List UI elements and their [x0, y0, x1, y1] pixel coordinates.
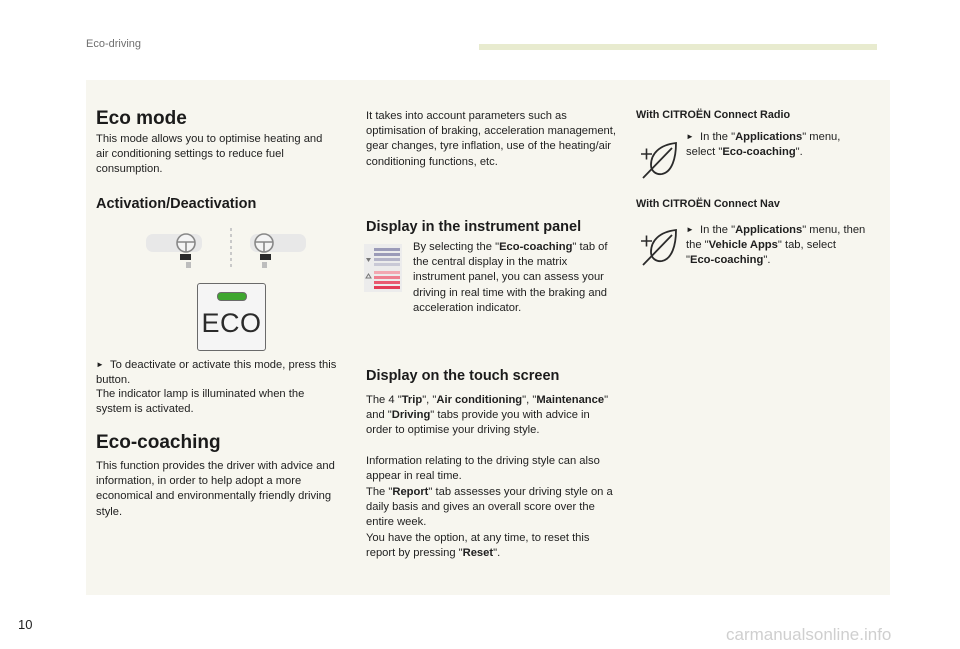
- text-part: " menu, select ": [686, 131, 841, 159]
- eco-button-label: ECO: [201, 308, 262, 338]
- eco-mode-intro: This mode allows you to optimise heating and air conditioning settings to reduce fuel consumption.: [96, 133, 323, 176]
- text-part: " tab, select ": [686, 239, 836, 267]
- indicator-lamp-text: The indicator lamp is illuminated when the system is activated.: [96, 388, 305, 416]
- driving-tab-label: Driving: [391, 409, 431, 422]
- eco-indicator-lamp-icon: [217, 292, 247, 301]
- site-watermark: carmanualsonline.info: [726, 625, 892, 644]
- right-steering-wheel-icon: [252, 231, 276, 255]
- text-part: ".: [763, 254, 771, 267]
- eco-leaf-icon: [639, 138, 681, 180]
- touch-screen-info-text: Information relating to the driving style can also appear in real time.: [366, 455, 600, 483]
- eco-coaching-intro: This function provides the driver with advice and information, in order to help adopt a more economical and environmentally friendly driving style.: [96, 460, 335, 518]
- trip-tab-label: Trip: [401, 394, 423, 406]
- applications-menu-label: Applications: [735, 224, 803, 236]
- page-number: 10: [18, 617, 33, 632]
- instrument-panel-heading: Display in the instrument panel: [366, 219, 582, 235]
- text-part: " and ": [366, 394, 609, 422]
- bullet-icon: ►: [686, 132, 694, 141]
- reset-report-text: [366, 531, 616, 561]
- right-switch-base-icon: [262, 262, 267, 268]
- instrument-cluster-indicator-icon: [364, 244, 402, 292]
- activation-instruction: [96, 357, 344, 388]
- text-part: " tab of the central display in the matrix instrument panel, you can assess your driving in real time with the braking and acceleration indicator.: [413, 241, 608, 314]
- left-switch-base-icon: [186, 262, 191, 268]
- left-steering-wheel-icon: [174, 231, 198, 255]
- bullet-icon: ►: [686, 225, 694, 234]
- eco-button-illustration: [197, 283, 266, 351]
- eco-coaching-tab-label: Eco-coaching: [499, 241, 573, 253]
- text-part: ", ": [422, 394, 437, 406]
- right-eco-switch-icon: [260, 254, 271, 260]
- connect-radio-heading: With CITROËN Connect Radio: [636, 109, 791, 121]
- applications-menu-label: Applications: [735, 131, 803, 143]
- text-part: " menu, then the ": [686, 224, 866, 252]
- content-panel: [86, 80, 890, 595]
- illustration-divider: [230, 228, 232, 268]
- touch-screen-tabs-text: [366, 393, 616, 439]
- text-part: " tab assesses your driving style on a daily basis and gives an overall score over the entire week.: [366, 486, 613, 529]
- text-part: By selecting the ": [413, 241, 500, 253]
- maintenance-tab-label: Maintenance: [536, 394, 605, 406]
- text-part: ".: [493, 547, 501, 560]
- report-tab-text: [366, 485, 616, 531]
- text-part: The 4 ": [366, 394, 402, 406]
- touch-screen-heading: Display on the touch screen: [366, 368, 560, 384]
- report-tab-label: Report: [392, 486, 429, 498]
- eco-coaching-menu-label: Eco-coaching: [689, 254, 764, 267]
- text-part: ", ": [522, 394, 537, 406]
- bullet-icon: ►: [96, 360, 104, 369]
- activation-heading: Activation/Deactivation: [96, 196, 257, 212]
- connect-nav-heading: With CITROËN Connect Nav: [636, 198, 780, 210]
- text-part: In the ": [700, 224, 736, 236]
- vehicle-apps-tab-label: Vehicle Apps: [708, 239, 778, 252]
- reset-button-label: Reset: [462, 547, 494, 560]
- text-part: In the ": [700, 131, 736, 143]
- text-part: You have the option, at any time, to reset this report by pressing ": [366, 532, 590, 560]
- connect-nav-instruction: [686, 222, 866, 269]
- eco-leaf-icon: [639, 225, 681, 267]
- text-part: ".: [795, 146, 803, 159]
- text-part: " tabs provide you with advice in order to optimise your driving style.: [366, 409, 590, 437]
- eco-coaching-heading: Eco-coaching: [96, 432, 221, 453]
- activation-bullet-text: To deactivate or activate this mode, press this button.: [96, 359, 337, 387]
- connect-radio-instruction: [686, 129, 866, 160]
- eco-mode-heading: Eco mode: [96, 108, 187, 129]
- air-conditioning-tab-label: Air conditioning: [436, 394, 523, 406]
- eco-coaching-menu-label: Eco-coaching: [722, 146, 796, 159]
- left-eco-switch-icon: [180, 254, 191, 260]
- header-accent-bar: [479, 44, 877, 50]
- dashboard-illustration: [146, 228, 306, 270]
- instrument-panel-text: [413, 240, 613, 316]
- text-part: The ": [366, 486, 393, 498]
- page-header-title: Eco-driving: [86, 38, 142, 50]
- eco-coaching-parameters: It takes into account parameters such as optimisation of braking, acceleration management, gear changes, tyre inflation, use of the heating/air conditioning functions, etc.: [366, 110, 616, 168]
